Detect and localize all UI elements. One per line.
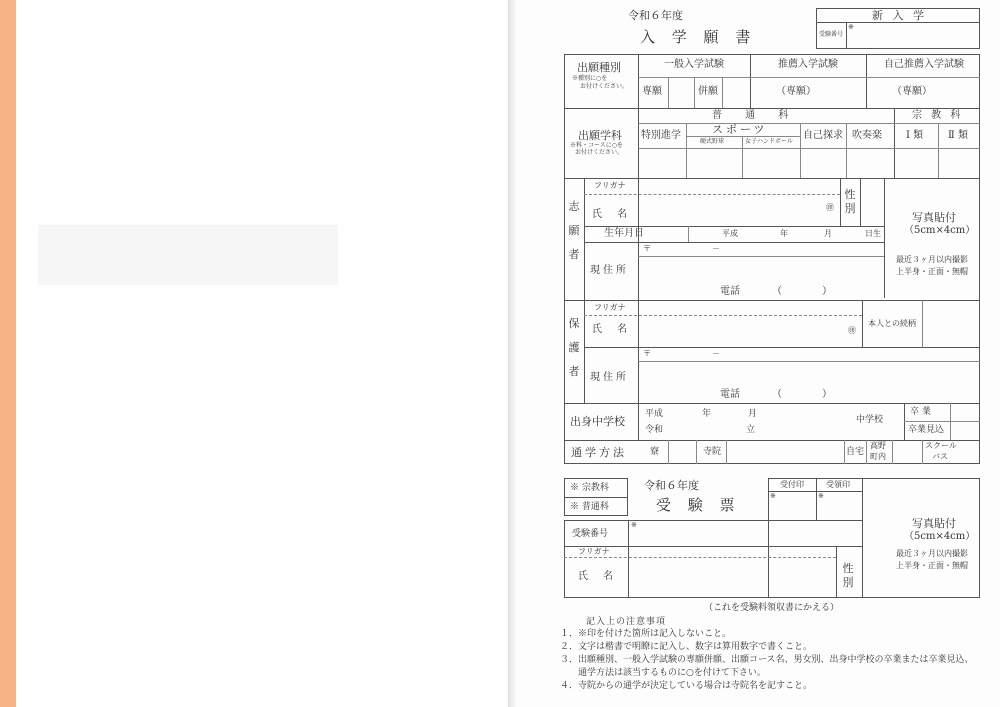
book-gutter (508, 0, 516, 707)
baseball-option[interactable]: 硬式野球 (700, 138, 725, 145)
app-type-note-2: お付けください。 (580, 83, 629, 90)
ticket-photo-note-1: 最近３ヶ月以内撮影 (896, 549, 968, 558)
shukyo-ka-header: 宗 教 科 (912, 110, 964, 121)
commute-koya-1[interactable]: 高野 (870, 441, 886, 450)
recommend-sengan: （専願） (776, 86, 816, 97)
guardian-phone-label: 電話 (720, 389, 740, 400)
note-4: ４．寺院からの通学が決定している場合は寺院名を記すこと。 (560, 681, 813, 691)
app-type-label: 出願種別 (577, 61, 621, 74)
expected-graduation-option[interactable]: 卒業見込 (908, 425, 945, 435)
relation-label: 本人との続柄 (868, 319, 916, 328)
commute-dorm-option[interactable]: 寮 (650, 447, 660, 457)
commute-bus-2: バス (932, 452, 948, 461)
applicant-postal-dash: － (712, 244, 720, 253)
receipt-stamp-label: 受領印 (826, 480, 850, 489)
tokubetsu-shingaku-option[interactable]: 特別進学 (641, 130, 681, 141)
ticket-sex-label: 性別 (842, 562, 854, 589)
ticket-photo-size: （5cm×4cm） (904, 531, 976, 542)
left-blank-page (16, 0, 510, 707)
rui-2-option[interactable]: Ⅱ 類 (948, 130, 968, 141)
commute-temple-option[interactable]: 寺院 (703, 447, 722, 457)
guardian-postal-mark: 〒 (643, 349, 651, 358)
ticket-title: 受 験 票 (656, 496, 741, 514)
heigan-option[interactable]: 併願 (698, 86, 718, 97)
ticket-name-field[interactable] (630, 560, 834, 596)
applicant-furigana-label: フリガナ (594, 181, 626, 190)
graduated-option[interactable]: 卒 業 (910, 407, 931, 417)
school-month: 月 (748, 409, 758, 419)
dob-heisei: 平成 (722, 229, 738, 238)
guardian-postal-dash: － (712, 349, 720, 358)
dob-label: 生年月日 (604, 228, 644, 239)
applicant-phone-label: 電話 (720, 286, 740, 297)
ticket-furigana-label: フリガナ (578, 547, 610, 556)
applicant-phone-field[interactable]: （ ） (772, 286, 832, 297)
dob-year: 年 (780, 229, 788, 238)
reception-stamp-mark: ※ (770, 492, 776, 500)
self-recommend-sengan: （専願） (892, 86, 932, 97)
receipt-stamp-mark: ※ (818, 492, 824, 500)
form-title: 入 学 願 書 (640, 28, 757, 46)
applicant-photo-size: （5cm×4cm） (904, 225, 976, 236)
note-1: １．※印を付けた箇所は記入しないこと。 (560, 629, 732, 639)
guardian-address-label: 現住所 (590, 372, 629, 383)
applicant-photo-note-1: 最近３ヶ月以内撮影 (896, 255, 968, 264)
guardian-section-label: 保護者 (568, 317, 580, 378)
app-dept-label: 出願学科 (578, 129, 622, 142)
app-dept-note-2: お付けください。 (575, 149, 624, 156)
applicant-address-label: 現住所 (590, 265, 629, 276)
school-heisei: 平成 (645, 409, 664, 419)
applicant-name-field[interactable] (640, 196, 826, 224)
guardian-name-label: 氏 名 (592, 324, 634, 335)
handball-option[interactable]: 女子ハンドボール (745, 138, 793, 145)
header-era-year: 令和６年度 (628, 9, 683, 22)
school-ritsu: 立 (746, 425, 756, 435)
sengan-option[interactable]: 専願 (642, 86, 662, 97)
dob-day: 日生 (865, 229, 881, 238)
applicant-photo-label: 写真貼付 (912, 211, 956, 224)
ticket-exam-no-mark: ※ (631, 521, 637, 529)
applicant-postal-mark: 〒 (643, 244, 651, 253)
applicant-sex-label: 性別 (844, 188, 856, 215)
general-exam-option[interactable]: 一般入学試験 (664, 59, 724, 70)
rui-1-option[interactable]: Ⅰ 類 (906, 130, 924, 141)
commute-bus-1[interactable]: スクール (925, 441, 957, 450)
commute-home-option[interactable]: 自宅 (846, 447, 865, 457)
jiko-tankyu-option[interactable]: 自己探求 (803, 130, 843, 141)
applicant-photo-note-2: 上半身・正面・無帽 (896, 267, 968, 276)
dob-month: 月 (824, 229, 832, 238)
suisougaku-option[interactable]: 吹奏楽 (852, 130, 882, 141)
commute-label: 通学方法 (571, 446, 627, 459)
applicant-address-field[interactable] (640, 258, 880, 284)
school-year: 年 (702, 409, 712, 419)
middle-school-label: 出身中学校 (570, 415, 625, 428)
sports-course-label[interactable]: スポーツ (712, 123, 768, 136)
orange-page-edge (0, 0, 16, 707)
note-3a: ３．出願種別、一般入学試験の専願併願、出願コース名、男女別、出身中学校の卒業または卒業見込、 (560, 655, 974, 665)
school-reiwa: 令和 (645, 425, 664, 435)
commute-koya-2: 町内 (870, 452, 886, 461)
ticket-futsu-ka: ※ 普通科 (570, 502, 609, 512)
ticket-exam-no-label: 受験番号 (572, 529, 609, 539)
guardian-address-field[interactable] (640, 363, 976, 387)
recommend-exam-option[interactable]: 推薦入学試験 (778, 59, 838, 70)
ticket-era-year: 令和６年度 (644, 479, 699, 492)
ticket-photo-note-2: 上半身・正面・無帽 (896, 561, 968, 570)
self-recommend-exam-option[interactable]: 自己推薦入学試験 (884, 59, 964, 70)
new-student-label: 新 入 学 (872, 9, 927, 22)
school-chugakko: 中学校 (856, 415, 884, 425)
ticket-photo-label: 写真貼付 (912, 517, 956, 530)
guardian-furigana-label: フリガナ (594, 303, 626, 312)
app-type-note-1: ※種別に○を (572, 75, 608, 82)
reception-stamp-label: 受付印 (780, 480, 804, 489)
guardian-name-field[interactable] (640, 318, 844, 344)
ticket-shukyo-ka: ※ 宗教科 (570, 483, 609, 493)
exam-number-label: 受験番号 (819, 31, 844, 38)
guardian-phone-field[interactable]: （ ） (772, 389, 832, 400)
guardian-seal-mark: ㊞ (848, 326, 856, 335)
notes-title: 記入上の注意事項 (586, 617, 667, 627)
futsu-ka-header: 普 通 科 (712, 110, 799, 121)
ticket-name-label: 氏 名 (578, 571, 620, 582)
receipt-note: （これを受験料領収書にかえる） (704, 603, 840, 613)
applicant-name-label: 氏 名 (592, 209, 634, 220)
bleed-through-shadow (38, 225, 338, 285)
applicant-section-label: 志願者 (568, 200, 580, 261)
note-3b: 通学方法は該当するものに○を付けて下さい。 (578, 668, 766, 678)
note-2: ２．文字は楷書で明瞭に記入し、数字は算用数字で書くこと。 (560, 642, 813, 652)
exam-number-mark: ※ (848, 23, 854, 31)
applicant-seal-mark: ㊞ (826, 203, 834, 212)
app-dept-note-1: ※科・コースに○を (570, 142, 623, 149)
